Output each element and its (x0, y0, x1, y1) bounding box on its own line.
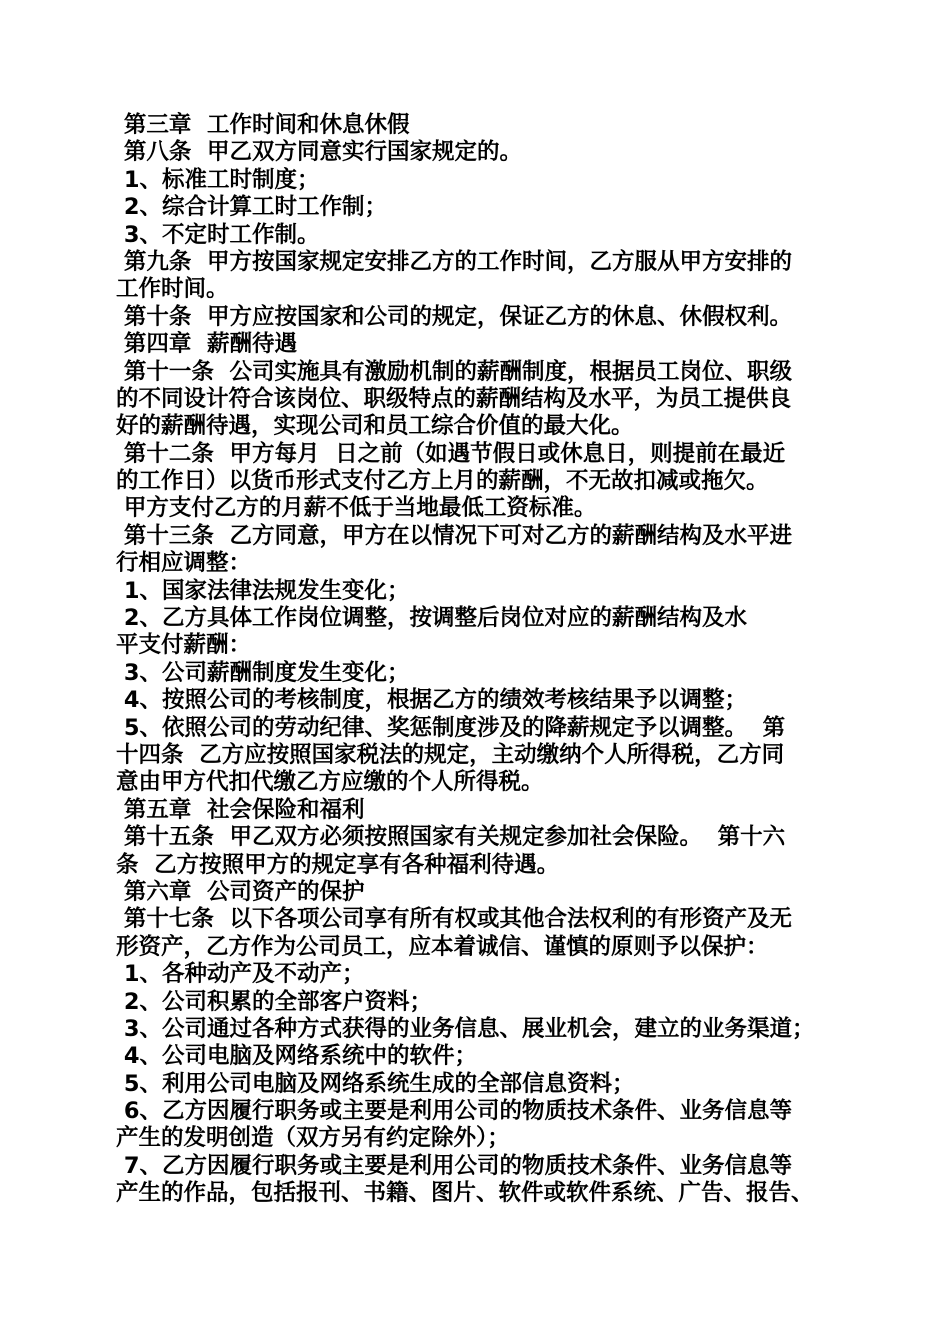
document-line: 形资产，乙方作为公司员工，应本着诚信、谨慎的原则予以保护： (116, 933, 769, 960)
document-line: 3、公司通过各种方式获得的业务信息、展业机会，建立的业务渠道； (116, 1015, 815, 1042)
document-line: 7、乙方因履行职务或主要是利用公司的物质技术条件、业务信息等 (116, 1152, 792, 1179)
document-line: 3、公司薪酬制度发生变化； (116, 659, 410, 686)
document-line: 第十七条 以下各项公司享有所有权或其他合法权利的有形资产及无 (116, 906, 793, 933)
document-line: 1、标准工时制度； (116, 166, 320, 193)
document-line: 2、公司积累的全部客户资料； (116, 988, 432, 1015)
document-line: 3、不定时工作制。 (116, 221, 320, 248)
document-line: 第九条 甲方按国家规定安排乙方的工作时间，乙方服从甲方安排的 (116, 248, 793, 275)
document-line: 甲方支付乙方的月薪不低于当地最低工资标准。 (116, 495, 597, 522)
document-line: 2、乙方具体工作岗位调整，按调整后岗位对应的薪酬结构及水 (116, 605, 747, 632)
document-body (116, 112, 846, 1208)
document-line: 6、乙方因履行职务或主要是利用公司的物质技术条件、业务信息等 (116, 1098, 792, 1125)
document-line: 行相应调整： (116, 550, 252, 577)
document-line: 工作时间。 (116, 276, 229, 303)
document-line: 第十三条 乙方同意，甲方在以情况下可对乙方的薪酬结构及水平进 (116, 522, 793, 549)
document-line: 1、各种动产及不动产； (116, 961, 365, 988)
document-line: 第三章 工作时间和休息休假 (116, 112, 410, 138)
document-line: 4、按照公司的考核制度，根据乙方的绩效考核结果予以调整； (116, 687, 747, 714)
document-line: 的不同设计符合该岗位、职级特点的薪酬结构及水平，为员工提供良 (116, 385, 792, 412)
document-line: 产生的发明创造（双方另有约定除外）； (116, 1125, 510, 1152)
document-line: 5、依照公司的劳动纪律、奖惩制度涉及的降薪规定予以调整。 第 (116, 714, 786, 741)
document-line: 第十条 甲方应按国家和公司的规定，保证乙方的休息、休假权利。 (116, 303, 793, 330)
document-line: 4、公司电脑及网络系统中的软件； (116, 1043, 477, 1070)
document-line: 1、国家法律法规发生变化； (116, 577, 410, 604)
document-line: 条 乙方按照甲方的规定享有各种福利待遇。 (116, 851, 560, 878)
document-line: 十四条 乙方应按照国家税法的规定，主动缴纳个人所得税，乙方同 (116, 741, 785, 768)
document-line: 第五章 社会保险和福利 (116, 796, 365, 823)
document-line: 第八条 甲乙双方同意实行国家规定的。 (116, 139, 523, 166)
document-line: 平支付薪酬： (116, 632, 252, 659)
document-line: 第四章 薪酬待遇 (116, 331, 298, 358)
document-line: 产生的作品，包括报刊、书籍、图片、软件或软件系统、广告、报告、 (116, 1180, 814, 1207)
document-line: 2、综合计算工时工作制； (116, 194, 387, 221)
document-line: 第六章 公司资产的保护 (116, 878, 365, 905)
document-line: 5、利用公司电脑及网络系统生成的全部信息资料； (116, 1070, 635, 1097)
document-line: 意由甲方代扣代缴乙方应缴的个人所得税。 (116, 769, 544, 796)
document-line: 的工作日）以货币形式支付乙方上月的薪酬，不无故扣减或拖欠。 (116, 468, 769, 495)
document-line: 第十五条 甲乙双方必须按照国家有关规定参加社会保险。 第十六 (116, 824, 786, 851)
document-line: 好的薪酬待遇，实现公司和员工综合价值的最大化。 (116, 413, 634, 440)
document-line: 第十一条 公司实施具有激励机制的薪酬制度，根据员工岗位、职级 (116, 358, 793, 385)
document-line: 第十二条 甲方每月 日之前（如遇节假日或休息日，则提前在最近 (116, 440, 786, 467)
